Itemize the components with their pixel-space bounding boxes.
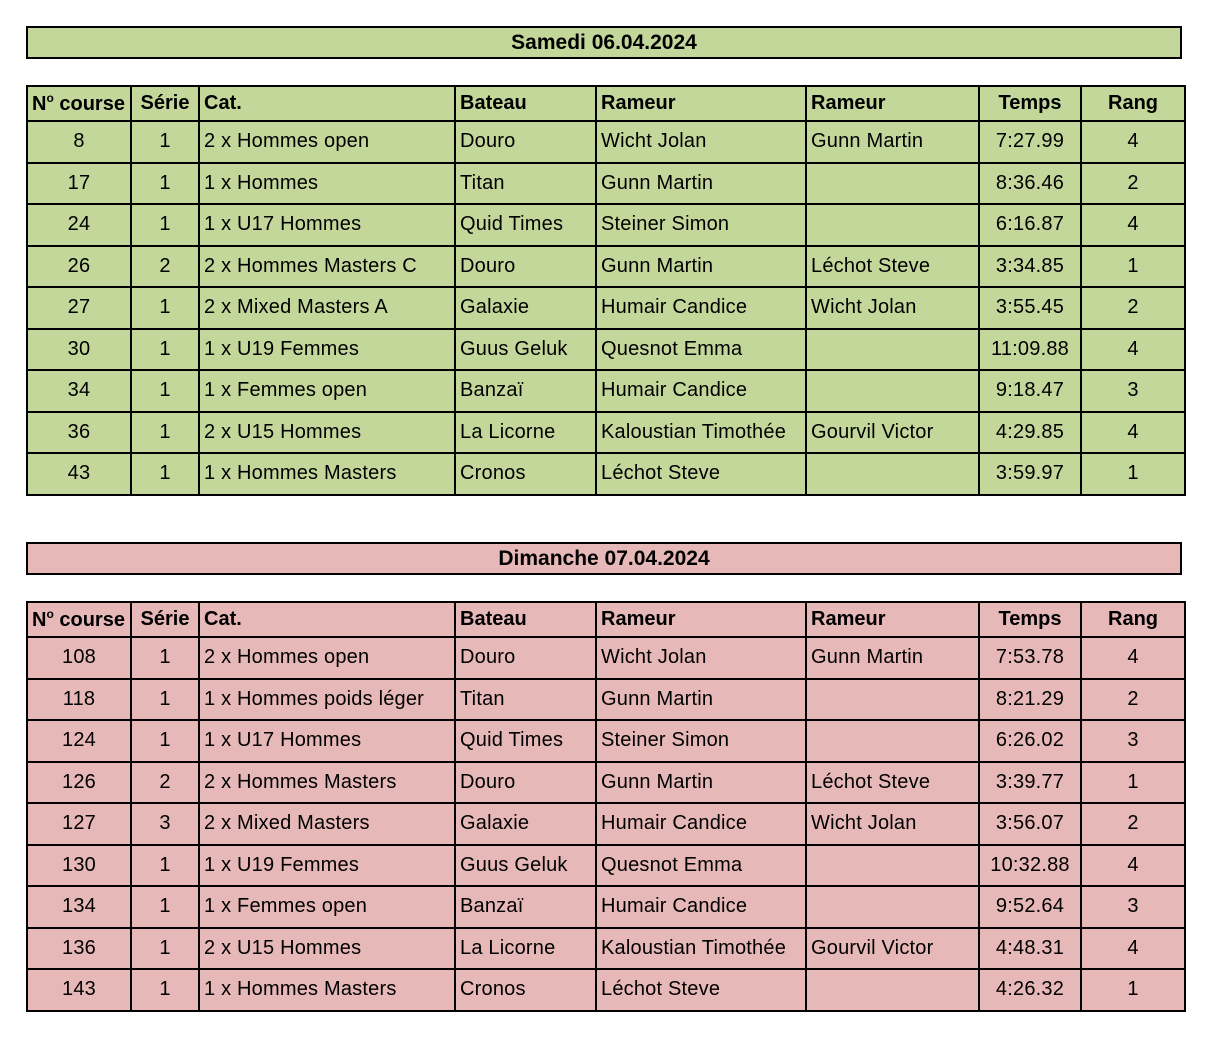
cell-bateau: Guus Geluk bbox=[455, 845, 596, 887]
cell-serie: 1 bbox=[131, 969, 199, 1011]
cell-temps: 3:56.07 bbox=[979, 803, 1081, 845]
header-serie: Série bbox=[131, 602, 199, 637]
cell-bateau: La Licorne bbox=[455, 412, 596, 454]
cell-temps: 4:29.85 bbox=[979, 412, 1081, 454]
cell-serie: 1 bbox=[131, 370, 199, 412]
cell-temps: 3:34.85 bbox=[979, 246, 1081, 288]
cell-bateau: Guus Geluk bbox=[455, 329, 596, 371]
cell-course: 17 bbox=[27, 163, 131, 205]
cell-serie: 1 bbox=[131, 886, 199, 928]
cell-bateau: Galaxie bbox=[455, 287, 596, 329]
cell-cat: 1 x Hommes Masters bbox=[199, 453, 455, 495]
header-serie: Série bbox=[131, 86, 199, 121]
cell-course: 118 bbox=[27, 679, 131, 721]
cell-temps: 10:32.88 bbox=[979, 845, 1081, 887]
table-row bbox=[27, 121, 1185, 163]
header-cat: Cat. bbox=[199, 86, 455, 121]
cell-temps: 3:55.45 bbox=[979, 287, 1081, 329]
cell-cat: 2 x Hommes open bbox=[199, 637, 455, 679]
cell-rameur-1: Humair Candice bbox=[596, 803, 806, 845]
saturday-results-table bbox=[26, 85, 1186, 496]
cell-serie: 1 bbox=[131, 720, 199, 762]
table-row bbox=[27, 886, 1185, 928]
cell-temps: 4:48.31 bbox=[979, 928, 1081, 970]
header-rameur-1: Rameur bbox=[596, 602, 806, 637]
cell-serie: 1 bbox=[131, 287, 199, 329]
saturday-rows bbox=[27, 121, 1185, 495]
header-temps: Temps bbox=[979, 86, 1081, 121]
cell-bateau: Cronos bbox=[455, 453, 596, 495]
cell-cat: 2 x U15 Hommes bbox=[199, 928, 455, 970]
cell-serie: 2 bbox=[131, 762, 199, 804]
cell-rang: 4 bbox=[1081, 121, 1185, 163]
cell-rang: 4 bbox=[1081, 204, 1185, 246]
cell-rameur-2 bbox=[806, 969, 979, 1011]
cell-serie: 2 bbox=[131, 246, 199, 288]
cell-course: 127 bbox=[27, 803, 131, 845]
cell-rameur-1: Humair Candice bbox=[596, 886, 806, 928]
cell-cat: 1 x Hommes bbox=[199, 163, 455, 205]
cell-rang: 4 bbox=[1081, 928, 1185, 970]
cell-course: 108 bbox=[27, 637, 131, 679]
cell-rang: 2 bbox=[1081, 287, 1185, 329]
cell-rang: 4 bbox=[1081, 845, 1185, 887]
cell-rameur-2 bbox=[806, 204, 979, 246]
table-row bbox=[27, 679, 1185, 721]
cell-rameur-2 bbox=[806, 329, 979, 371]
cell-rang: 4 bbox=[1081, 637, 1185, 679]
table-row bbox=[27, 246, 1185, 288]
cell-course: 134 bbox=[27, 886, 131, 928]
cell-rameur-2 bbox=[806, 679, 979, 721]
cell-rameur-1: Léchot Steve bbox=[596, 969, 806, 1011]
cell-rameur-2: Gunn Martin bbox=[806, 637, 979, 679]
table-row bbox=[27, 329, 1185, 371]
cell-course: 143 bbox=[27, 969, 131, 1011]
cell-cat: 1 x U17 Hommes bbox=[199, 720, 455, 762]
cell-rameur-1: Gunn Martin bbox=[596, 246, 806, 288]
cell-rameur-1: Humair Candice bbox=[596, 370, 806, 412]
sunday-title: Dimanche 07.04.2024 bbox=[26, 542, 1182, 575]
saturday-title: Samedi 06.04.2024 bbox=[26, 26, 1182, 59]
cell-bateau: Titan bbox=[455, 163, 596, 205]
cell-temps: 6:26.02 bbox=[979, 720, 1081, 762]
cell-temps: 9:52.64 bbox=[979, 886, 1081, 928]
cell-cat: 2 x Mixed Masters bbox=[199, 803, 455, 845]
cell-serie: 1 bbox=[131, 412, 199, 454]
table-row bbox=[27, 287, 1185, 329]
cell-bateau: La Licorne bbox=[455, 928, 596, 970]
cell-rameur-2: Wicht Jolan bbox=[806, 803, 979, 845]
cell-rameur-1: Humair Candice bbox=[596, 287, 806, 329]
cell-course: 136 bbox=[27, 928, 131, 970]
cell-course: 36 bbox=[27, 412, 131, 454]
cell-cat: 2 x Mixed Masters A bbox=[199, 287, 455, 329]
table-row bbox=[27, 969, 1185, 1011]
cell-temps: 3:39.77 bbox=[979, 762, 1081, 804]
cell-rameur-1: Steiner Simon bbox=[596, 204, 806, 246]
cell-serie: 1 bbox=[131, 121, 199, 163]
cell-rameur-2 bbox=[806, 163, 979, 205]
header-rang: Rang bbox=[1081, 86, 1185, 121]
cell-temps: 9:18.47 bbox=[979, 370, 1081, 412]
cell-rameur-2: Wicht Jolan bbox=[806, 287, 979, 329]
cell-rameur-1: Kaloustian Timothée bbox=[596, 928, 806, 970]
sunday-results-table bbox=[26, 601, 1186, 1012]
table-row bbox=[27, 370, 1185, 412]
header-row bbox=[27, 86, 1185, 121]
header-bateau: Bateau bbox=[455, 86, 596, 121]
table-row bbox=[27, 412, 1185, 454]
cell-temps: 6:16.87 bbox=[979, 204, 1081, 246]
cell-bateau: Douro bbox=[455, 246, 596, 288]
cell-cat: 2 x Hommes open bbox=[199, 121, 455, 163]
cell-cat: 1 x Femmes open bbox=[199, 370, 455, 412]
header-bateau: Bateau bbox=[455, 602, 596, 637]
header-row bbox=[27, 602, 1185, 637]
cell-rameur-2 bbox=[806, 453, 979, 495]
header-rameur-1: Rameur bbox=[596, 86, 806, 121]
cell-course: 24 bbox=[27, 204, 131, 246]
cell-rang: 4 bbox=[1081, 329, 1185, 371]
cell-rang: 2 bbox=[1081, 679, 1185, 721]
header-course: $N^o$ course bbox=[27, 602, 131, 637]
cell-bateau: Galaxie bbox=[455, 803, 596, 845]
cell-rang: 2 bbox=[1081, 163, 1185, 205]
cell-rang: 3 bbox=[1081, 720, 1185, 762]
cell-course: 124 bbox=[27, 720, 131, 762]
table-row bbox=[27, 204, 1185, 246]
cell-rameur-1: Gunn Martin bbox=[596, 762, 806, 804]
cell-rameur-2: Léchot Steve bbox=[806, 762, 979, 804]
cell-bateau: Douro bbox=[455, 121, 596, 163]
cell-rameur-1: Wicht Jolan bbox=[596, 637, 806, 679]
cell-course: 27 bbox=[27, 287, 131, 329]
cell-temps: 11:09.88 bbox=[979, 329, 1081, 371]
table-row bbox=[27, 453, 1185, 495]
header-rameur-2: Rameur bbox=[806, 602, 979, 637]
cell-bateau: Banzaï bbox=[455, 370, 596, 412]
cell-cat: 1 x Femmes open bbox=[199, 886, 455, 928]
cell-temps: 8:21.29 bbox=[979, 679, 1081, 721]
cell-temps: 8:36.46 bbox=[979, 163, 1081, 205]
cell-serie: 3 bbox=[131, 803, 199, 845]
cell-rang: 1 bbox=[1081, 762, 1185, 804]
cell-course: 43 bbox=[27, 453, 131, 495]
cell-rameur-1: Quesnot Emma bbox=[596, 329, 806, 371]
table-row bbox=[27, 762, 1185, 804]
table-row bbox=[27, 845, 1185, 887]
table-row bbox=[27, 163, 1185, 205]
cell-rang: 1 bbox=[1081, 969, 1185, 1011]
cell-cat: 2 x U15 Hommes bbox=[199, 412, 455, 454]
cell-rang: 4 bbox=[1081, 412, 1185, 454]
cell-rameur-2 bbox=[806, 720, 979, 762]
cell-bateau: Douro bbox=[455, 762, 596, 804]
cell-rameur-2: Gourvil Victor bbox=[806, 412, 979, 454]
cell-rameur-1: Wicht Jolan bbox=[596, 121, 806, 163]
table-row bbox=[27, 637, 1185, 679]
cell-rameur-1: Gunn Martin bbox=[596, 679, 806, 721]
cell-course: 34 bbox=[27, 370, 131, 412]
cell-rameur-1: Léchot Steve bbox=[596, 453, 806, 495]
table-row bbox=[27, 803, 1185, 845]
cell-cat: 2 x Hommes Masters C bbox=[199, 246, 455, 288]
header-temps: Temps bbox=[979, 602, 1081, 637]
cell-bateau: Quid Times bbox=[455, 720, 596, 762]
cell-rang: 2 bbox=[1081, 803, 1185, 845]
cell-rameur-2: Gunn Martin bbox=[806, 121, 979, 163]
header-cat: Cat. bbox=[199, 602, 455, 637]
cell-rameur-1: Kaloustian Timothée bbox=[596, 412, 806, 454]
cell-serie: 1 bbox=[131, 453, 199, 495]
cell-course: 26 bbox=[27, 246, 131, 288]
cell-rang: 1 bbox=[1081, 453, 1185, 495]
cell-cat: 2 x Hommes Masters bbox=[199, 762, 455, 804]
cell-course: 126 bbox=[27, 762, 131, 804]
cell-serie: 1 bbox=[131, 204, 199, 246]
cell-serie: 1 bbox=[131, 679, 199, 721]
cell-rameur-1: Steiner Simon bbox=[596, 720, 806, 762]
cell-serie: 1 bbox=[131, 928, 199, 970]
cell-serie: 1 bbox=[131, 845, 199, 887]
cell-temps: 7:27.99 bbox=[979, 121, 1081, 163]
cell-rameur-2 bbox=[806, 845, 979, 887]
cell-cat: 1 x U19 Femmes bbox=[199, 845, 455, 887]
cell-temps: 7:53.78 bbox=[979, 637, 1081, 679]
cell-temps: 3:59.97 bbox=[979, 453, 1081, 495]
cell-course: 130 bbox=[27, 845, 131, 887]
cell-rameur-2: Gourvil Victor bbox=[806, 928, 979, 970]
cell-rang: 3 bbox=[1081, 886, 1185, 928]
cell-course: 30 bbox=[27, 329, 131, 371]
sunday-rows bbox=[27, 637, 1185, 1011]
cell-cat: 1 x Hommes poids léger bbox=[199, 679, 455, 721]
cell-bateau: Douro bbox=[455, 637, 596, 679]
cell-rameur-2 bbox=[806, 886, 979, 928]
cell-serie: 1 bbox=[131, 163, 199, 205]
cell-bateau: Quid Times bbox=[455, 204, 596, 246]
cell-temps: 4:26.32 bbox=[979, 969, 1081, 1011]
table-row bbox=[27, 720, 1185, 762]
cell-bateau: Cronos bbox=[455, 969, 596, 1011]
cell-rameur-2 bbox=[806, 370, 979, 412]
cell-rameur-1: Gunn Martin bbox=[596, 163, 806, 205]
cell-serie: 1 bbox=[131, 637, 199, 679]
cell-bateau: Banzaï bbox=[455, 886, 596, 928]
cell-rameur-2: Léchot Steve bbox=[806, 246, 979, 288]
cell-bateau: Titan bbox=[455, 679, 596, 721]
cell-cat: 1 x U19 Femmes bbox=[199, 329, 455, 371]
cell-course: 8 bbox=[27, 121, 131, 163]
cell-serie: 1 bbox=[131, 329, 199, 371]
cell-rameur-1: Quesnot Emma bbox=[596, 845, 806, 887]
header-rang: Rang bbox=[1081, 602, 1185, 637]
table-row bbox=[27, 928, 1185, 970]
cell-cat: 1 x U17 Hommes bbox=[199, 204, 455, 246]
cell-rang: 1 bbox=[1081, 246, 1185, 288]
cell-cat: 1 x Hommes Masters bbox=[199, 969, 455, 1011]
header-course: $N^o$ course bbox=[27, 86, 131, 121]
cell-rang: 3 bbox=[1081, 370, 1185, 412]
header-rameur-2: Rameur bbox=[806, 86, 979, 121]
